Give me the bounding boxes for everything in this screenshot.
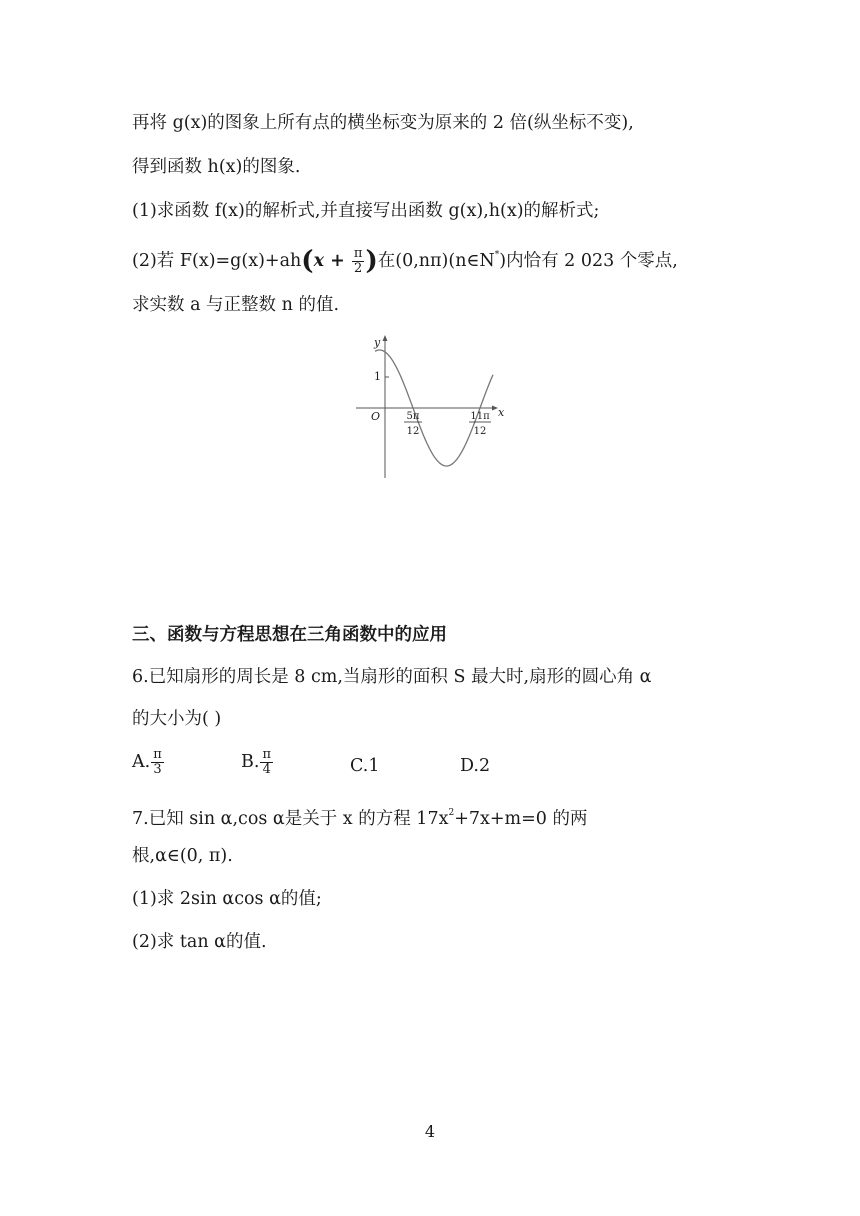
left-paren: ( (301, 246, 314, 276)
superscript-star: * (494, 250, 500, 260)
y-tick-label-1: 1 (374, 370, 381, 383)
problem7-part2: (2)求 tan α的值. (132, 932, 267, 952)
x-tick1-den: 12 (406, 426, 420, 437)
problem7-line2: 根,α∈(0, π). (132, 846, 233, 866)
part2-suffix: )内恰有 2 023 个零点, (499, 251, 678, 271)
problem5-part2 (132, 242, 678, 276)
option-c[interactable]: C.1 (350, 756, 380, 776)
option-b-label: B. (241, 752, 260, 772)
x-axis-label: x (498, 406, 505, 419)
problem6-line2: 的大小为( ) (132, 709, 222, 729)
right-paren: ) (365, 246, 378, 276)
problem7-line1-suffix: +7x+m=0 的两 (454, 809, 588, 829)
section-heading: 三、函数与方程思想在三角函数中的应用 (132, 625, 447, 645)
math-plus: + (324, 251, 351, 271)
frac-den: 2 (354, 261, 363, 276)
problem7-part1: (1)求 2sin αcos α的值; (132, 889, 322, 909)
problem6-line1: 6.已知扇形的周长是 8 cm,当扇形的面积 S 最大时,扇形的圆心角 α (132, 667, 652, 687)
x-tick1-num: 5π (406, 411, 420, 422)
option-a-label: A. (132, 752, 151, 772)
x-tick2-den: 12 (473, 426, 487, 437)
option-b-den: 4 (262, 762, 271, 777)
option-d[interactable]: D.2 (460, 756, 491, 776)
option-a-den: 3 (153, 762, 162, 777)
fraction-pi-over-2 (352, 247, 365, 276)
option-b-num: π (262, 747, 271, 762)
problem5-line1: 再将 g(x)的图象上所有点的横坐标变为原来的 2 倍(纵坐标不变), (132, 113, 634, 133)
y-axis-label: y (374, 336, 381, 349)
problem7-line1 (132, 800, 587, 832)
part2-prefix: (2)若 F(x)=g(x)+ah (132, 251, 302, 271)
origin-label: O (371, 410, 381, 423)
option-b[interactable] (241, 748, 274, 777)
option-b-fraction (260, 748, 273, 777)
option-a-fraction (151, 748, 164, 777)
problem7-line1-prefix: 7.已知 sin α,cos α是关于 x 的方程 17x (132, 809, 449, 829)
problem5-line2: 得到函数 h(x)的图象. (132, 157, 301, 177)
math-x: x (313, 251, 325, 271)
part2-mid: 在(0,nπ)(n∈N (377, 251, 495, 271)
frac-num: π (353, 246, 363, 261)
x-tick2-num: 11π (470, 411, 490, 422)
sine-graph-figure (352, 332, 508, 482)
problem5-part1: (1)求函数 f(x)的解析式,并直接写出函数 g(x),h(x)的解析式; (132, 201, 600, 221)
option-a[interactable] (132, 748, 165, 777)
problem5-part2-line2: 求实数 a 与正整数 n 的值. (132, 295, 340, 315)
superscript-2: 2 (448, 808, 455, 818)
page-number: 4 (424, 1122, 436, 1141)
y-axis-arrow (383, 335, 388, 341)
option-a-num: π (153, 747, 162, 762)
